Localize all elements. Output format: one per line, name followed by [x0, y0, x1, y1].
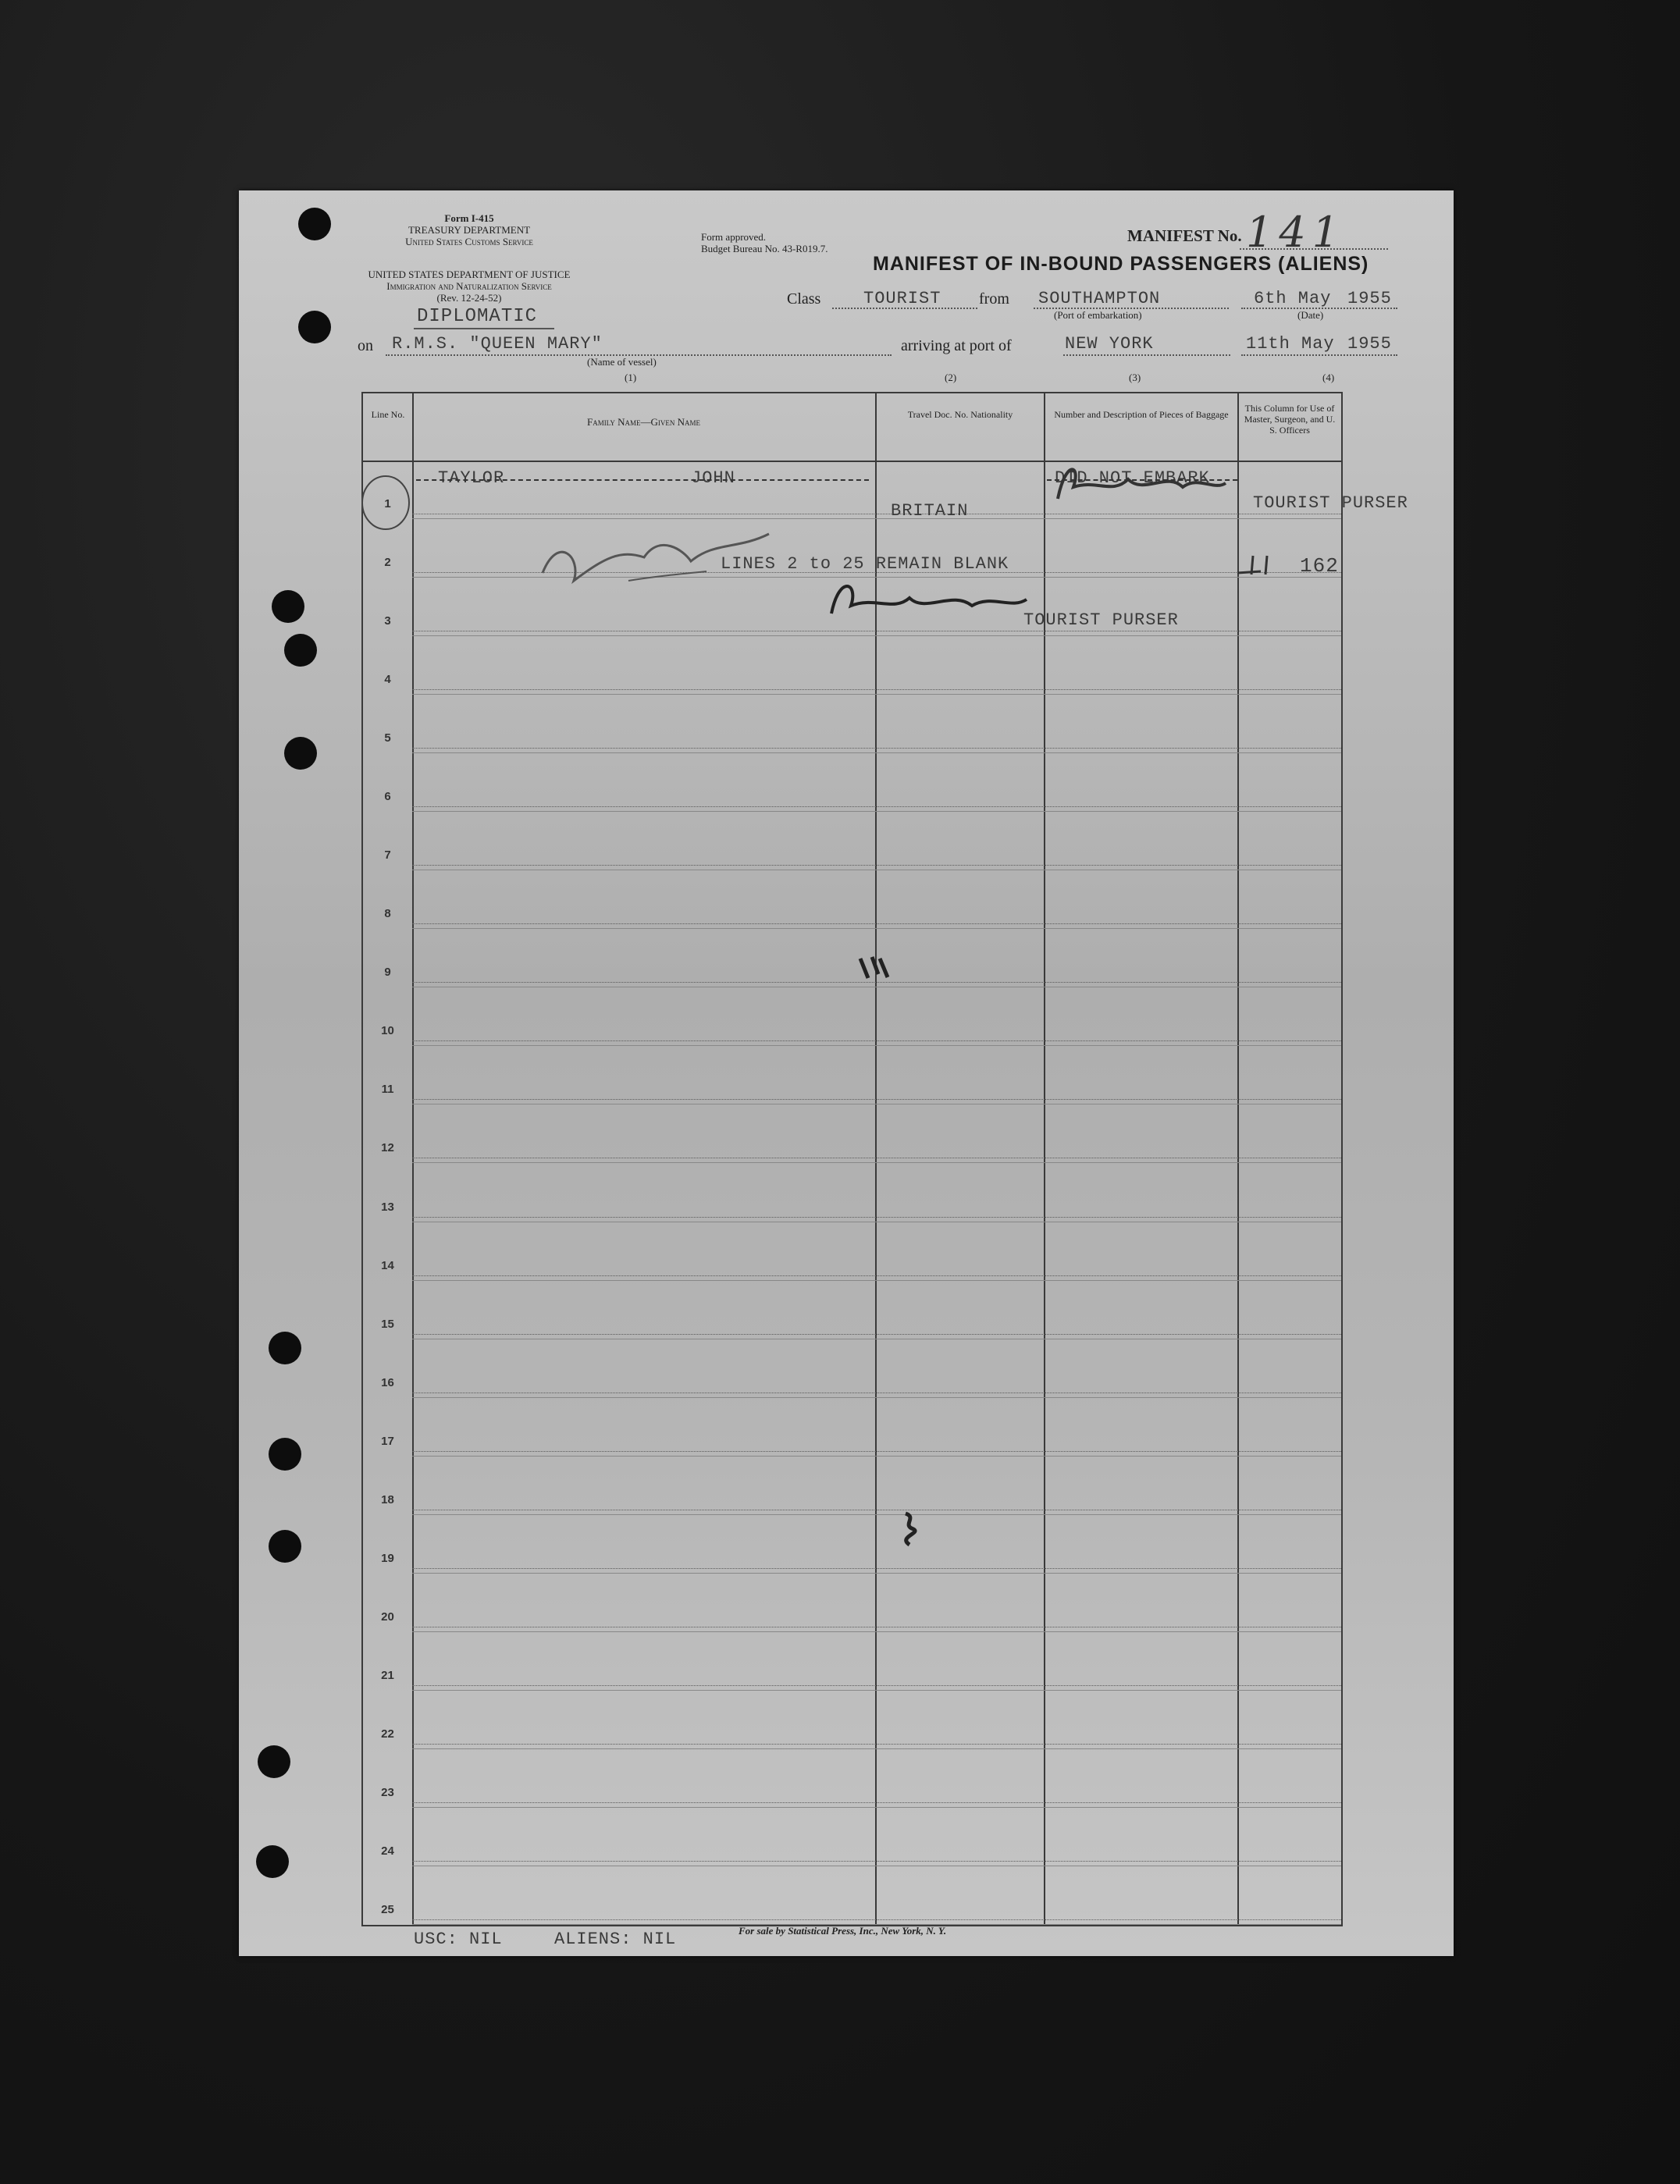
column-ref-1: (1) [625, 372, 637, 383]
table-row [363, 1632, 1341, 1691]
punch-hole [272, 590, 304, 623]
col-header-travel-doc: Travel Doc. No. Nationality [907, 409, 1013, 420]
line-number: 13 [381, 1200, 394, 1214]
line-number: 18 [381, 1492, 394, 1506]
row-dotted-rule [412, 865, 1341, 866]
line-number: 3 [384, 614, 391, 628]
family-name: TAYLOR [438, 468, 505, 488]
punch-hole [298, 208, 331, 240]
class-value: TOURIST [863, 289, 941, 308]
manifest-number-line [1240, 248, 1388, 250]
class-label: Class [787, 290, 821, 308]
line-number: 22 [381, 1727, 394, 1741]
punch-hole [284, 634, 317, 667]
punch-hole [269, 1530, 301, 1563]
row-dotted-rule [412, 806, 1341, 807]
tourist-purser-note: TOURIST PURSER [1253, 493, 1408, 513]
col-header-officials: This Column for Use of Master, Surgeon, and U. S. Officers [1244, 403, 1336, 436]
row-dotted-rule [412, 748, 1341, 749]
line-number: 23 [381, 1785, 394, 1799]
table-row [363, 1691, 1341, 1749]
purser-signature-caption: TOURIST PURSER [1023, 610, 1179, 630]
table-row [363, 870, 1341, 929]
line-number: 2 [384, 556, 391, 570]
form-info-block [356, 212, 582, 247]
ink-mark [856, 951, 895, 982]
manifest-number: 141 [1246, 208, 1346, 257]
line-number: 6 [384, 790, 391, 804]
line1-circle-mark [358, 471, 413, 534]
class-line [832, 308, 977, 309]
row-dotted-rule [412, 1099, 1341, 1100]
date-caption: (Date) [1297, 309, 1324, 321]
passenger-table [361, 392, 1408, 1926]
column-ref-2: (2) [945, 372, 957, 383]
given-name: JOHN [691, 468, 735, 488]
signature-scrawl [535, 503, 777, 596]
punch-hole [298, 311, 331, 343]
table-row [363, 753, 1341, 812]
revision-date: (Rev. 12-24-52) [436, 292, 502, 304]
row-dotted-rule [412, 1744, 1341, 1745]
table-row [363, 1808, 1341, 1866]
col-header-line-no: Line No. [371, 409, 405, 420]
justice-department: UNITED STATES DEPARTMENT OF JUSTICE [368, 269, 571, 280]
row-dotted-rule [412, 1334, 1341, 1335]
arriving-label: arriving at port of [901, 337, 1012, 354]
vessel-name: R.M.S. "QUEEN MARY" [392, 334, 603, 354]
row-dotted-rule [412, 982, 1341, 983]
table-row [363, 1222, 1341, 1281]
line-number: 24 [381, 1844, 394, 1858]
embark-date: 6th May [1254, 289, 1332, 308]
line-number: 19 [381, 1551, 394, 1565]
table-row [363, 1398, 1341, 1457]
strike-through-name [416, 479, 869, 481]
arrival-date: 11th May [1246, 334, 1335, 354]
line-number: 25 [381, 1902, 394, 1916]
treasury-department: TREASURY DEPARTMENT [408, 224, 531, 236]
punch-hole [256, 1845, 289, 1878]
table-row [363, 695, 1341, 753]
row-dotted-rule [412, 1802, 1341, 1803]
ins-service: Immigration and Naturalization Service [386, 280, 552, 292]
on-label: on [358, 337, 373, 354]
diplomatic-stamp: DIPLOMATIC [417, 306, 538, 327]
purser-signature [1050, 456, 1230, 510]
row-dotted-rule [412, 1217, 1341, 1218]
purser-signature-2 [824, 574, 1034, 629]
manifest-number-label: MANIFEST No. [1127, 226, 1242, 245]
row-dotted-rule [412, 689, 1341, 690]
usc-count: USC: NIL [414, 1930, 503, 1949]
row-dotted-rule [412, 1685, 1341, 1686]
arrival-port-line [1063, 354, 1230, 356]
table-row [363, 1046, 1341, 1104]
aliens-count: ALIENS: NIL [554, 1930, 677, 1949]
line-number: 10 [381, 1024, 394, 1038]
line-number: 12 [381, 1141, 394, 1155]
embark-year: 1955 [1347, 289, 1392, 308]
line-number: 17 [381, 1434, 394, 1448]
customs-service: United States Customs Service [405, 236, 533, 247]
table-row [363, 1163, 1341, 1222]
approval-block [701, 231, 828, 254]
line-number: 4 [384, 673, 391, 687]
manifest-title: MANIFEST OF IN-BOUND PASSENGERS (ALIENS) [873, 253, 1369, 275]
table-row [363, 1339, 1341, 1398]
table-rows [363, 461, 1341, 1925]
stamp-tick [1230, 550, 1292, 581]
nationality: BRITAIN [891, 501, 969, 521]
table-row [363, 1515, 1341, 1574]
embarkation-port: SOUTHAMPTON [1038, 289, 1161, 308]
arrival-date-line [1241, 354, 1397, 356]
line-number: 5 [384, 731, 391, 745]
lines-blank-note: LINES 2 to 25 REMAIN BLANK [721, 554, 1009, 574]
table-row [363, 1866, 1341, 1925]
punch-hole [284, 737, 317, 770]
justice-block [356, 269, 582, 304]
embark-port-caption: (Port of embarkation) [1054, 309, 1142, 321]
line-number: 14 [381, 1258, 394, 1272]
line-number: 8 [384, 907, 391, 921]
line-number: 15 [381, 1317, 394, 1331]
manifest-sheet [239, 190, 1454, 1956]
line-number: 21 [381, 1668, 394, 1682]
line-number: 11 [381, 1083, 394, 1097]
did-not-embark-note: DID NOT EMBARK [1055, 468, 1210, 488]
budget-bureau: Budget Bureau No. 43-R019.7. [701, 243, 828, 254]
diplomatic-underline [414, 328, 554, 329]
line-number: 9 [384, 966, 391, 980]
ink-blot [894, 1510, 925, 1549]
line-number: 1 [384, 497, 391, 511]
arrival-port: NEW YORK [1065, 334, 1154, 354]
column-ref-3: (3) [1129, 372, 1141, 383]
arrival-year: 1955 [1347, 334, 1392, 354]
printer-credit: For sale by Statistical Press, Inc., New York, N. Y. [739, 1925, 947, 1937]
table-row [363, 1749, 1341, 1808]
row-dotted-rule [412, 1861, 1341, 1862]
line-number: 20 [381, 1610, 394, 1624]
table-row [363, 1281, 1341, 1339]
form-number: Form I-415 [444, 212, 494, 224]
row-dotted-rule [412, 1919, 1341, 1920]
row-dotted-rule [412, 1568, 1341, 1569]
form-approved: Form approved. [701, 231, 767, 243]
column-ref-4: (4) [1322, 372, 1335, 383]
row-dotted-rule [412, 923, 1341, 924]
line-number: 16 [381, 1375, 394, 1389]
col-header-name: Family Name—Given Name [587, 416, 700, 428]
punch-hole [258, 1745, 290, 1778]
col-header-baggage: Number and Description of Pieces of Baggage [1054, 409, 1229, 420]
row-dotted-rule [412, 1275, 1341, 1276]
punch-hole [269, 1332, 301, 1364]
vessel-caption: (Name of vessel) [587, 356, 657, 368]
table-row [363, 1574, 1341, 1632]
table-row [363, 636, 1341, 695]
table-row [363, 812, 1341, 870]
table-row [363, 987, 1341, 1046]
row-dotted-rule [412, 1040, 1341, 1041]
table-row [363, 1104, 1341, 1163]
punch-hole [269, 1438, 301, 1471]
line-number: 7 [384, 848, 391, 863]
stamp-number: 162 [1300, 554, 1339, 578]
table-row [363, 1457, 1341, 1515]
from-label: from [979, 290, 1009, 308]
table-row [363, 929, 1341, 987]
row-dotted-rule [412, 1451, 1341, 1452]
